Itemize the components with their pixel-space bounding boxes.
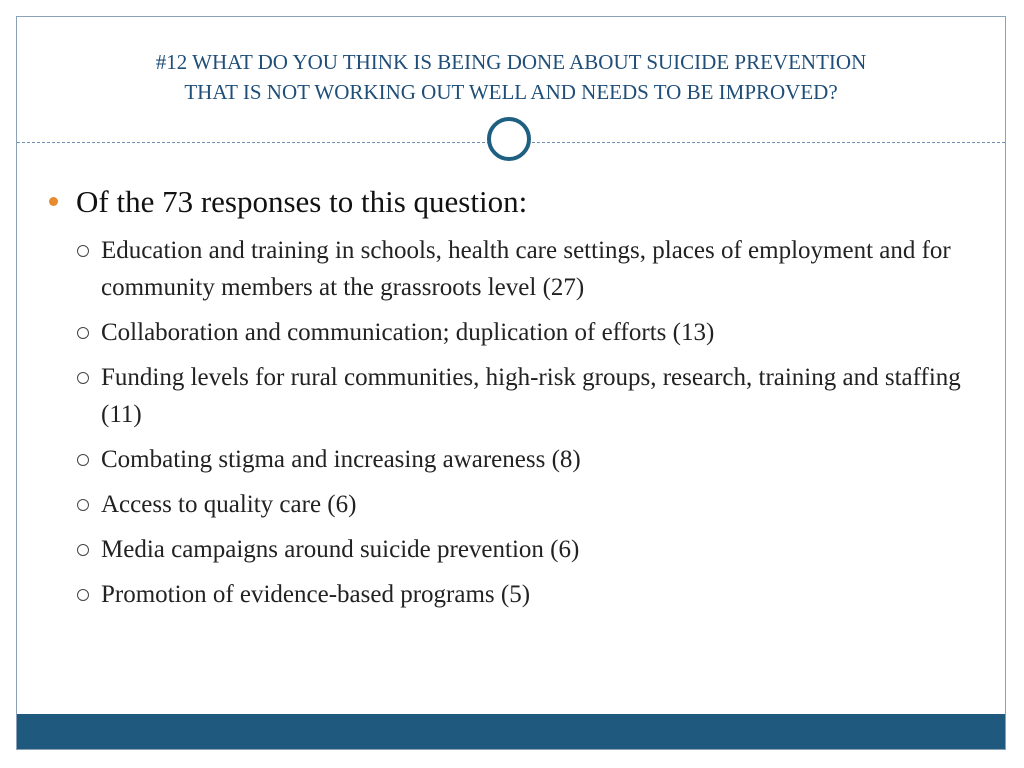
response-item-funding [77, 359, 979, 433]
response-item-access [77, 486, 979, 523]
response-text: Media campaigns around suicide prevention (6) [101, 536, 580, 563]
title-line-2: THAT IS NOT WORKING OUT WELL AND NEEDS TO BE IMPROVED? [184, 80, 838, 104]
slide-content [49, 182, 979, 621]
response-text: Collaboration and communication; duplication of efforts (13) [101, 319, 715, 346]
response-list [49, 232, 979, 613]
slide-title [47, 47, 975, 107]
main-bullet-item [49, 182, 979, 222]
ring-bullet-icon [77, 372, 89, 384]
response-text: Funding levels for rural communities, high-risk groups, research, training and staffing (11) [101, 364, 961, 428]
response-item-evidence [77, 576, 979, 613]
response-text: Promotion of evidence-based programs (5) [101, 581, 531, 608]
response-text: Access to quality care (6) [101, 491, 357, 518]
response-text: Combating stigma and increasing awareness (8) [101, 446, 581, 473]
response-item-stigma [77, 441, 979, 478]
ring-bullet-icon [77, 589, 89, 601]
footer-bar [17, 714, 1005, 749]
response-item-media [77, 531, 979, 568]
ring-bullet-icon [77, 327, 89, 339]
response-text: Education and training in schools, health care settings, places of employment and for community members at the grassroots level (27) [101, 237, 951, 301]
orange-dot-bullet-icon [49, 197, 58, 206]
ring-bullet-icon [77, 454, 89, 466]
slide-frame [16, 16, 1006, 750]
response-item-education [77, 232, 979, 306]
divider-circle-ornament [487, 117, 531, 161]
title-line-1: #12 WHAT DO YOU THINK IS BEING DONE ABOUT SUICIDE PREVENTION [155, 50, 867, 74]
main-bullet-text: Of the 73 responses to this question: [76, 184, 528, 219]
ring-bullet-icon [77, 499, 89, 511]
ring-bullet-icon [77, 245, 89, 257]
ring-bullet-icon [77, 544, 89, 556]
response-item-collaboration [77, 314, 979, 351]
